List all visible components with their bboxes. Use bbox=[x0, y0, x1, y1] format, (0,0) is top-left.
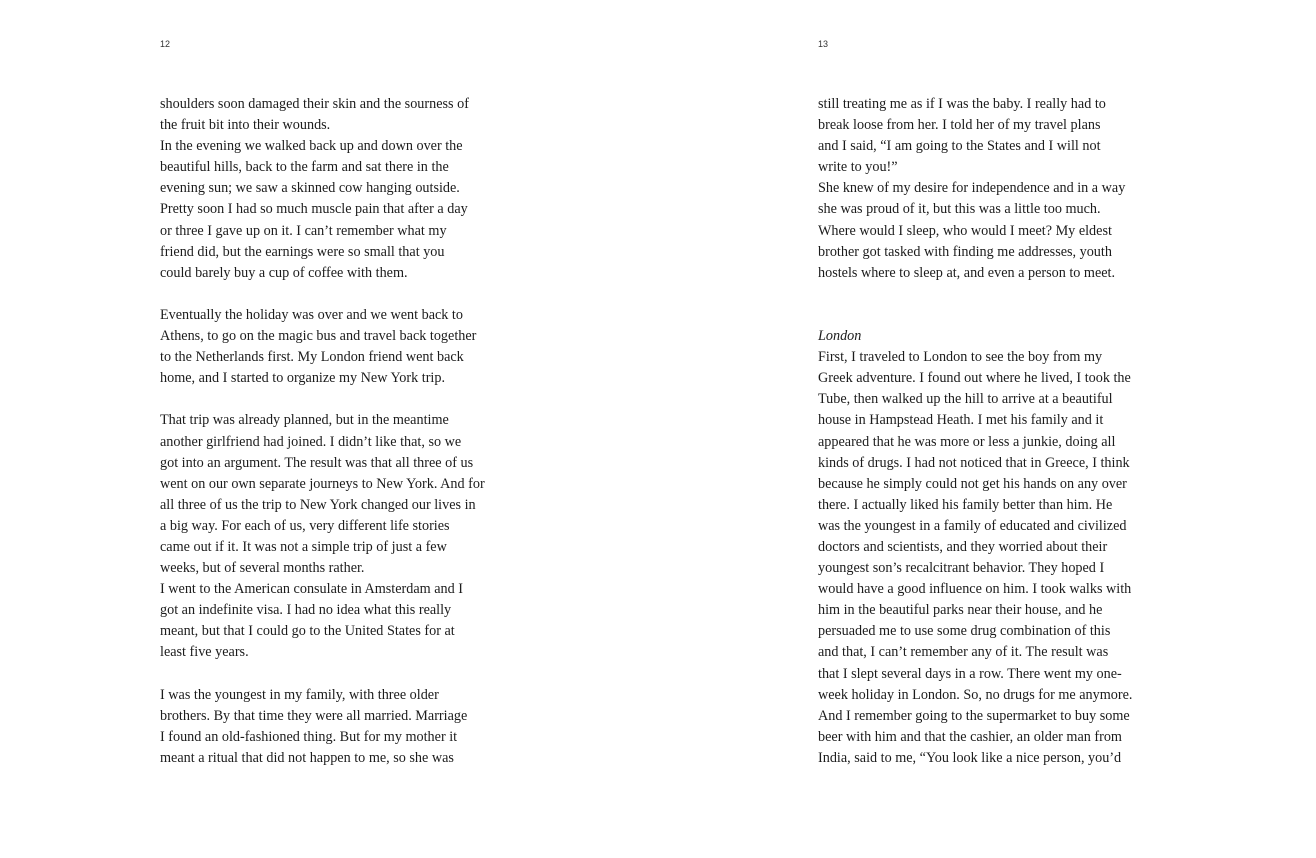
text-line: or three I gave up on it. I can’t remember what my bbox=[160, 222, 447, 239]
text-line: Athens, to go on the magic bus and travel back together bbox=[160, 328, 477, 345]
text-line: because he simply could not get his hands on any over bbox=[818, 475, 1127, 492]
text-line: the fruit bit into their wounds. bbox=[160, 117, 331, 134]
text-line: Tube, then walked up the hill to arrive at a beautiful bbox=[818, 391, 1113, 408]
paragraph-gap bbox=[160, 284, 540, 305]
section-gap bbox=[818, 284, 1198, 326]
text-line: I was the youngest in my family, with three older bbox=[160, 686, 439, 703]
paragraph-gap bbox=[160, 389, 540, 410]
text-line: to the Netherlands first. My London friend went back bbox=[160, 349, 464, 366]
text-line: a big way. For each of us, very different life stories bbox=[160, 517, 450, 534]
text-line: First, I traveled to London to see the boy from my bbox=[818, 349, 1103, 366]
text-line: and that, I can’t remember any of it. The result was bbox=[818, 644, 1109, 661]
text-line: home, and I started to organize my New York trip. bbox=[160, 370, 446, 387]
text-line: India, said to me, “You look like a nice person, you’d bbox=[818, 749, 1122, 766]
text-line: Eventually the holiday was over and we went back to bbox=[160, 306, 463, 323]
text-line: I went to the American consulate in Amsterdam and I bbox=[160, 581, 463, 598]
text-line: persuaded me to use some drug combination of this bbox=[818, 623, 1111, 640]
left-page-text bbox=[160, 94, 540, 769]
text-line: was the youngest in a family of educated and civilized bbox=[818, 517, 1127, 534]
text-line: she was proud of it, but this was a little too much. bbox=[818, 201, 1101, 218]
text-line: meant, but that I could go to the United States for at bbox=[160, 623, 455, 640]
text-line: another girlfriend had joined. I didn’t like that, so we bbox=[160, 433, 462, 450]
text-line: And I remember going to the supermarket to buy some bbox=[818, 707, 1130, 724]
text-line: hostels where to sleep at, and even a person to meet. bbox=[818, 264, 1116, 281]
text-line: kinds of drugs. I had not noticed that in Greece, I think bbox=[818, 454, 1130, 471]
text-line: write to you!” bbox=[818, 159, 898, 176]
text-line: and I said, “I am going to the States and I will not bbox=[818, 138, 1101, 155]
text-line: Pretty soon I had so much muscle pain that after a day bbox=[160, 201, 468, 218]
text-line: break loose from her. I told her of my travel plans bbox=[818, 117, 1101, 134]
text-line: Greek adventure. I found out where he lived, I took the bbox=[818, 370, 1131, 387]
text-line: brothers. By that time they were all married. Marriage bbox=[160, 707, 468, 724]
text-line: evening sun; we saw a skinned cow hanging outside. bbox=[160, 180, 460, 197]
right-page bbox=[658, 0, 1316, 858]
text-line: friend did, but the earnings were so small that you bbox=[160, 243, 445, 260]
paragraph-gap bbox=[160, 664, 540, 685]
text-line: shoulders soon damaged their skin and the sourness of bbox=[160, 96, 469, 112]
right-page-text bbox=[818, 94, 1198, 769]
text-line: appeared that he was more or less a junkie, doing all bbox=[818, 433, 1116, 450]
text-line: house in Hampstead Heath. I met his family and it bbox=[818, 412, 1104, 429]
section-heading: London bbox=[818, 328, 862, 345]
page-number-left: 12 bbox=[160, 39, 171, 49]
text-line: brother got tasked with finding me addresses, youth bbox=[818, 243, 1112, 260]
text-line: all three of us the trip to New York changed our lives in bbox=[160, 496, 476, 513]
text-line: went on our own separate journeys to New York. And for bbox=[160, 475, 485, 492]
text-line: there. I actually liked his family better than him. He bbox=[818, 496, 1113, 513]
text-line: came out if it. It was not a simple trip of just a few bbox=[160, 538, 447, 555]
text-line: that I slept several days in a row. There went my one- bbox=[818, 665, 1122, 682]
text-line: would have a good influence on him. I took walks with bbox=[818, 581, 1132, 598]
text-line: She knew of my desire for independence and in a way bbox=[818, 180, 1126, 197]
text-line: In the evening we walked back up and down over the bbox=[160, 138, 463, 155]
text-line: beer with him and that the cashier, an older man from bbox=[818, 728, 1122, 745]
text-line: got into an argument. The result was that all three of us bbox=[160, 454, 474, 471]
text-line: least five years. bbox=[160, 644, 249, 661]
text-line: youngest son’s recalcitrant behavior. They hoped I bbox=[818, 560, 1105, 577]
text-line: weeks, but of several months rather. bbox=[160, 560, 365, 577]
text-line: beautiful hills, back to the farm and sat there in the bbox=[160, 159, 449, 176]
text-line: him in the beautiful parks near their house, and he bbox=[818, 602, 1103, 619]
text-line: I found an old-fashioned thing. But for my mother it bbox=[160, 728, 458, 745]
text-line: still treating me as if I was the baby. I really had to bbox=[818, 96, 1106, 112]
text-line: got an indefinite visa. I had no idea what this really bbox=[160, 602, 452, 619]
text-line: That trip was already planned, but in the meantime bbox=[160, 412, 449, 429]
text-line: week holiday in London. So, no drugs for me anymore. bbox=[818, 686, 1133, 703]
text-line: could barely buy a cup of coffee with them. bbox=[160, 264, 408, 281]
text-line: doctors and scientists, and they worried about their bbox=[818, 538, 1108, 555]
page-number-right: 13 bbox=[818, 39, 829, 49]
text-line: meant a ritual that did not happen to me, so she was bbox=[160, 749, 454, 766]
text-line: Where would I sleep, who would I meet? My eldest bbox=[818, 222, 1112, 239]
